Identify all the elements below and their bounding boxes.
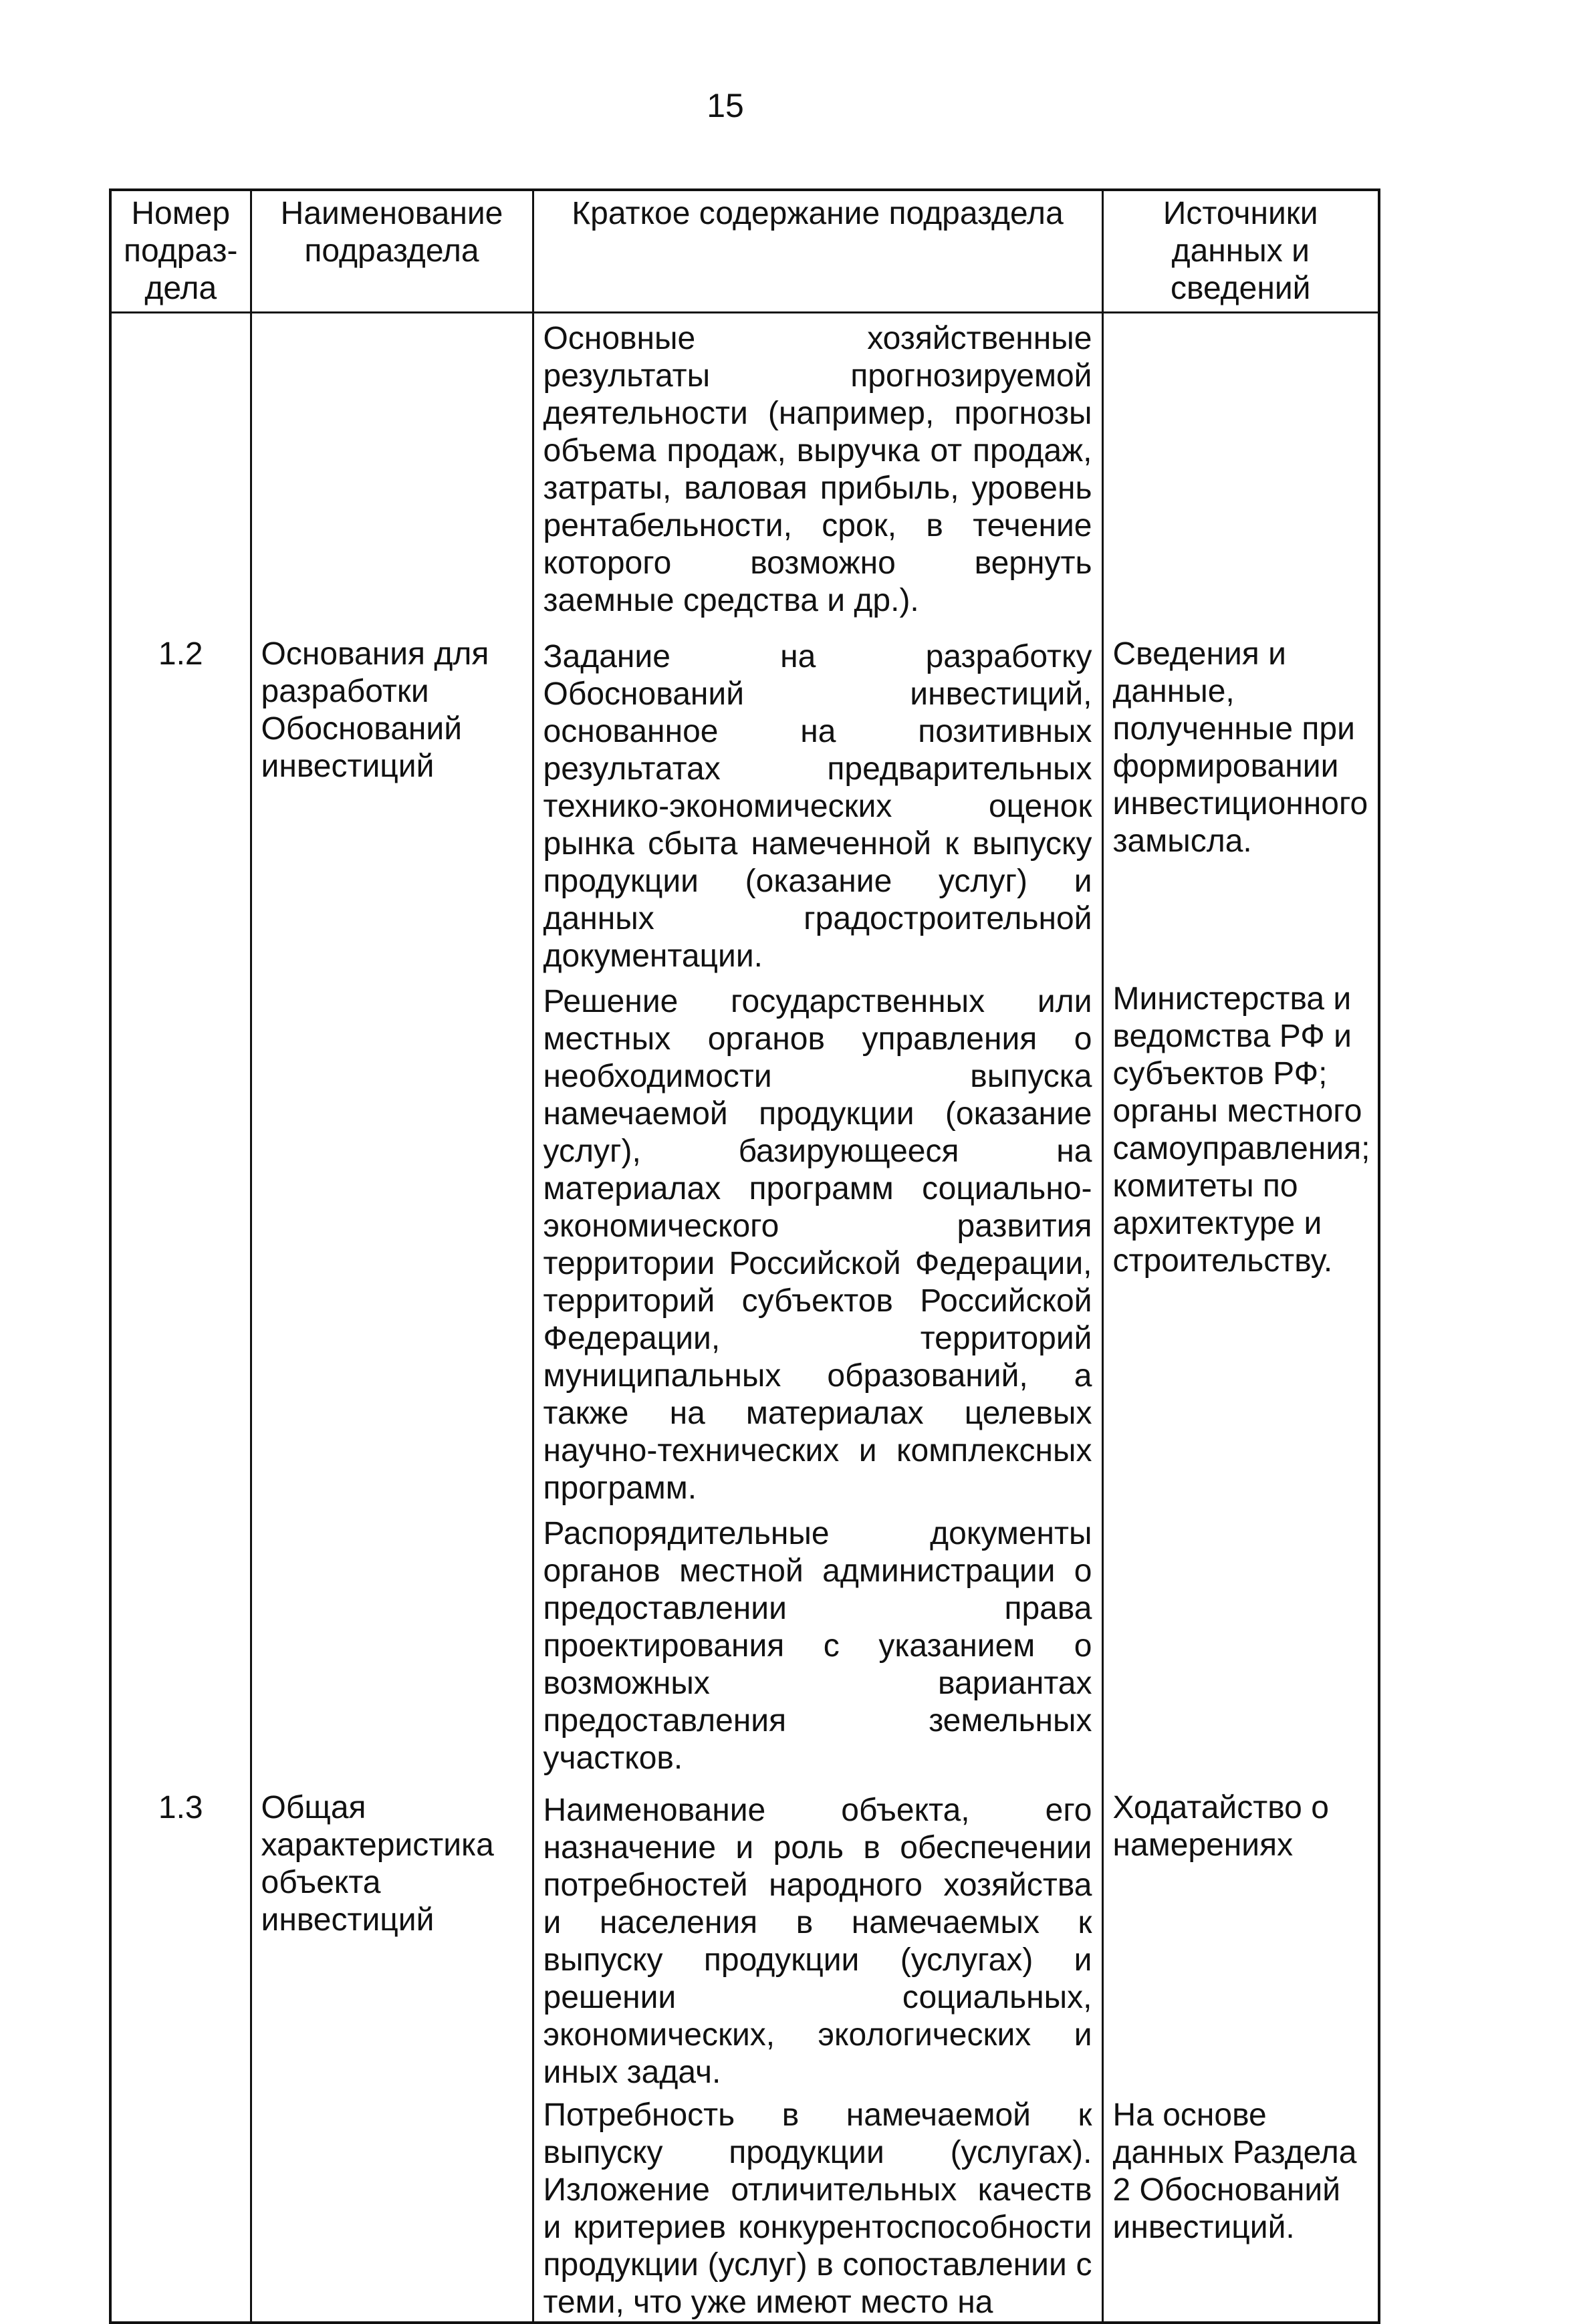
table-header-row — [110, 190, 1379, 313]
summary-text: Основные хозяйственные результаты прогнозируемой деятельности (например, прогнозы объема продаж, выручка от продаж, затраты, валовая прибыль, уровень рентабельности, срок, в течение которого возможно вернуть заемные средства и др.). — [543, 321, 1092, 618]
row-summary — [533, 1783, 1102, 2097]
row-sources — [1102, 313, 1379, 630]
row-name — [251, 313, 533, 630]
row-summary — [533, 981, 1102, 1513]
row-sources: Министерства и ведомства РФ и субъектов РФ; органы местного самоуправления; комитеты по архитектуре и строительству. — [1112, 981, 1370, 1279]
document-table — [109, 188, 1380, 2324]
table-row — [110, 629, 1379, 981]
row-number — [110, 2097, 251, 2323]
header-name: Наименование подраздела — [251, 190, 533, 313]
row-name: Общая характеристика объекта инвестиций — [251, 1783, 533, 2097]
page-number: 15 — [707, 87, 744, 124]
row-sources — [1102, 1513, 1379, 1783]
row-summary — [533, 629, 1102, 981]
summary-text: Наименование объекта, его назначение и роль в обеспечении потребностей народного хозяйства и населения в намечаемых к выпуску продукции (услугах) и решении социальных, экономических, экологических и иных задач. — [543, 1793, 1092, 2090]
table-row — [110, 1783, 1379, 2097]
row-name — [251, 2097, 533, 2323]
summary-text: Потребность в намечаемой к выпуску продукции (услугах). Изложение отличительных качеств и критериев конкурентоспособности продукции (услуг) в сопоставлении с теми, что уже имеют место на — [543, 2097, 1092, 2320]
summary-text: Задание на разработку Обоснований инвестиций, основанное на позитивных результатах предварительных технико-экономических оценок рынка сбыта намеченной к выпуску продукции (оказание услуг) и данных градостроительной документации. — [543, 639, 1092, 974]
row-sources: Ходатайство о намерениях — [1112, 1790, 1329, 1863]
row-number: 1.2 — [110, 629, 251, 981]
table-row — [110, 313, 1379, 630]
row-name: Основания для разработки Обоснований инвестиций — [251, 629, 533, 981]
table-row — [110, 981, 1379, 1513]
table-row — [110, 1513, 1379, 1783]
summary-text: Решение государственных или местных органов управления о необходимости выпуска намечаемой продукции (оказание услуг), базирующееся на материалах программ социально-экономического развития территории Российской Федерации, территорий субъектов Российской Федерации, территорий муниципальных образований, а также на материалах целевых научно-технических и комплексных программ. — [543, 984, 1092, 1506]
header-summary: Краткое содержание подраздела — [533, 190, 1102, 313]
table-row — [110, 2097, 1379, 2323]
row-summary — [533, 2097, 1102, 2323]
summary-text: Распорядительные документы органов местной администрации о предоставлении права проектирования с указанием о возможных вариантах предоставления земельных участков. — [543, 1516, 1092, 1776]
row-number — [110, 981, 251, 1513]
header-number: Номер подраз-дела — [110, 190, 251, 313]
row-summary — [533, 313, 1102, 630]
row-summary — [533, 1513, 1102, 1783]
row-number: 1.3 — [110, 1783, 251, 2097]
row-name — [251, 981, 533, 1513]
header-sources: Источники данных и сведений — [1102, 190, 1379, 313]
row-sources: На основе данных Раздела 2 Обоснований инвестиций. — [1112, 2097, 1357, 2245]
row-number — [110, 313, 251, 630]
row-number — [110, 1513, 251, 1783]
row-name — [251, 1513, 533, 1783]
row-sources: Сведения и данные, полученные при формировании инвестиционного замысла. — [1112, 636, 1368, 859]
